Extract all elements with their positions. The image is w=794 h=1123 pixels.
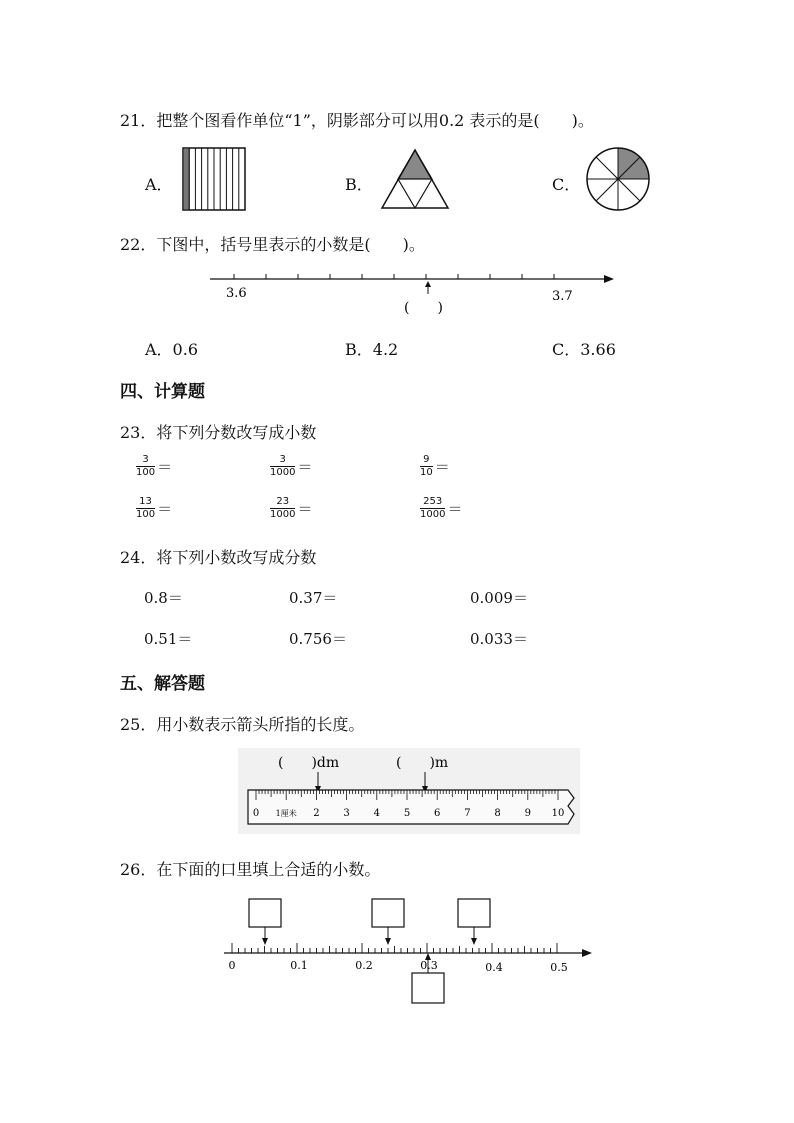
fraction-item: 9 10 ＝ — [420, 454, 450, 478]
fraction-item: 3 100 ＝ — [136, 454, 173, 478]
ruler-number: 9 — [524, 808, 531, 819]
q23-stem: 23．将下列分数改写成小数 — [120, 423, 317, 442]
q22-option-b: B．4.2 — [345, 340, 399, 359]
number-line-label: 0.5 — [550, 961, 568, 974]
ruler-number: 8 — [494, 808, 501, 819]
number-line-label: 0.2 — [355, 959, 373, 972]
q22-label-left: 3.6 — [226, 286, 247, 301]
calc-item: 0.51＝ — [144, 630, 193, 648]
ruler-number: 6 — [434, 808, 441, 819]
ruler-number: 10 — [551, 808, 565, 819]
answer-box[interactable] — [412, 973, 444, 1003]
fraction-item: 23 1000 ＝ — [270, 496, 313, 520]
fraction-item: 13 100 ＝ — [136, 496, 173, 520]
triangle-figure — [380, 148, 450, 210]
q22-number-line — [200, 266, 620, 322]
number-line-ticks — [232, 943, 557, 953]
number-line-label: 0.4 — [485, 961, 503, 974]
number-line-numbers — [229, 959, 568, 974]
q22-label-right: 3.7 — [552, 289, 573, 304]
ruler-number: 3 — [343, 808, 350, 819]
ruler-number: 1厘米 — [275, 809, 297, 818]
q22-paren: ( ) — [404, 300, 443, 316]
ruler-number: 5 — [403, 808, 411, 819]
answer-box[interactable] — [249, 899, 281, 927]
fraction-item: 3 1000 ＝ — [270, 454, 313, 478]
q25-stem: 25．用小数表示箭头所指的长度。 — [120, 715, 365, 734]
ruler-number: 4 — [373, 808, 380, 819]
ruler-number: 2 — [313, 808, 320, 819]
striped-square-figure — [182, 147, 248, 213]
q21-option-a: A． — [145, 175, 173, 194]
section-5-title: 五、解答题 — [120, 674, 205, 694]
ruler-label-m: ( )m — [396, 755, 449, 771]
q21-stem: 21．把整个图看作单位“1”，阴影部分可以用0.2 表示的是( )。 — [120, 111, 594, 130]
calc-item: 0.756＝ — [289, 630, 347, 648]
ruler-number: 0 — [252, 808, 260, 819]
q22-option-a: A．0.6 — [145, 340, 199, 359]
q21-option-c: C． — [552, 175, 581, 194]
calc-item: 0.033＝ — [470, 630, 528, 648]
number-line-label: 0.1 — [290, 959, 308, 972]
answer-box[interactable] — [372, 899, 404, 927]
answer-box[interactable] — [458, 899, 490, 927]
number-line-label: 0.3 — [420, 959, 438, 972]
fraction-item: 253 1000 ＝ — [420, 496, 463, 520]
q26-stem: 26．在下面的口里填上合适的小数。 — [120, 860, 381, 879]
ruler-figure — [238, 748, 580, 834]
calc-item: 0.37＝ — [289, 589, 338, 607]
q21-option-b: B． — [345, 175, 373, 194]
calc-item: 0.8＝ — [144, 589, 183, 607]
q22-option-c: C．3.66 — [552, 340, 616, 359]
section-4-title: 四、计算题 — [120, 382, 205, 402]
q22-stem: 22．下图中，括号里表示的小数是( )。 — [120, 235, 425, 254]
ruler-label-dm: ( )dm — [278, 755, 340, 771]
q24-stem: 24．将下列小数改写成分数 — [120, 548, 317, 567]
ruler-number: 7 — [464, 808, 471, 819]
calc-item: 0.009＝ — [470, 589, 528, 607]
number-line-label: 0 — [228, 959, 236, 972]
circle-figure — [584, 146, 652, 212]
q26-number-line — [218, 895, 598, 1007]
